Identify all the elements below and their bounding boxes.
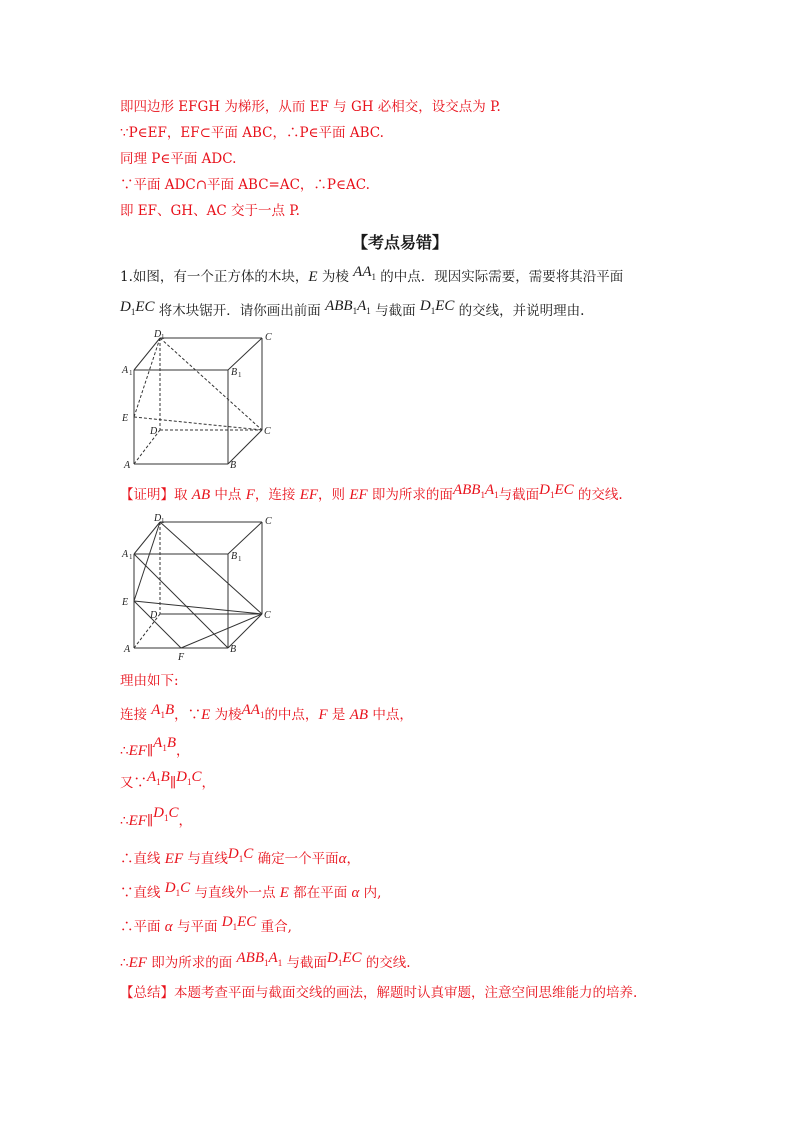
proof-intro: 【证明】取 AB 中点 F，连接 EF，则 EF 即为所求的面$ABB_1A_1$与截面$D_1EC$ 的交线. <box>120 482 623 503</box>
reason-line-5: ∴直线 EF 与直线$D_1C$ 确定一个平面α， <box>120 846 360 867</box>
svg-text:B: B <box>231 367 238 378</box>
svg-text:D: D <box>150 426 158 437</box>
svg-text:C: C <box>264 610 271 621</box>
svg-text:B: B <box>230 644 237 655</box>
svg-text:B: B <box>230 460 237 471</box>
svg-text:B: B <box>231 551 238 562</box>
svg-text:D: D <box>154 513 162 524</box>
svg-text:C: C <box>265 332 272 343</box>
svg-text:1: 1 <box>129 369 133 377</box>
reason-line-2: $\therefore EF\parallel A_1B$， <box>120 735 190 759</box>
svg-text:A: A <box>124 460 131 471</box>
problem-line-1: 1.如图，有一个正方体的木块，E 为棱 $AA_1$ 的中点．现因实际需要，需要将其沿平面 <box>120 264 624 285</box>
svg-text:A: A <box>124 644 131 655</box>
svg-text:D: D <box>150 610 158 621</box>
svg-text:A: A <box>122 365 129 376</box>
text-line: ∵P∈EF，EF⊂平面 ABC，∴P∈平面 ABC. <box>120 125 384 141</box>
text-line: ∵平面 ADC∩平面 ABC=AC，∴P∈AC. <box>120 177 370 193</box>
svg-text:E: E <box>122 597 129 608</box>
reason-line-4: $\therefore EF\parallel D_1C$， <box>120 805 193 829</box>
text-line: 即四边形 EFGH 为梯形，从而 EF 与 GH 必相交，设交点为 P. <box>120 99 501 115</box>
svg-text:C: C <box>264 426 271 437</box>
problem-line-2: $D_1EC$ 将木块锯开．请你画出前面 $ABB_1A_1$ 与截面 $D_1EC$ 的交线，并说明理由. <box>120 298 585 319</box>
summary: 【总结】本题考查平面与截面交线的画法，解题时认真审题，注意空间思维能力的培养. <box>120 985 638 1001</box>
section-title: 【考点易错】 <box>351 233 448 252</box>
reason-line-7: ∴平面 α 与平面 $D_1EC$ 重合, <box>120 914 292 935</box>
reason-line-1: 连接 $A_1B$，∵E 为棱$AA_1$的中点，F 是 AB 中点， <box>120 702 413 723</box>
svg-text:C: C <box>265 516 272 527</box>
svg-text:F: F <box>178 652 185 662</box>
cube-figure-1 <box>116 326 276 475</box>
svg-text:1: 1 <box>238 371 242 379</box>
svg-text:D: D <box>154 329 162 340</box>
reason-line-8: ∴EF 即为所求的面 $ABB_1A_1$ 与截面$D_1EC$ 的交线. <box>120 950 411 971</box>
text-line: 即 EF、GH、AC 交于一点 P. <box>120 203 300 219</box>
reason-line-3: 又$\because A_1B\parallel D_1C$， <box>120 769 215 791</box>
svg-text:1: 1 <box>238 555 242 563</box>
text-line: 同理 P∈平面 ADC. <box>120 151 237 167</box>
svg-text:1: 1 <box>129 553 133 561</box>
reason-line-6: ∵直线 $D_1C$ 与直线外一点 E 都在平面 α 内, <box>120 880 382 901</box>
reason-title: 理由如下: <box>120 673 179 689</box>
svg-text:E: E <box>122 413 129 424</box>
svg-text:1: 1 <box>161 333 165 341</box>
svg-text:1: 1 <box>161 517 165 525</box>
cube-figure-2 <box>116 510 276 666</box>
svg-text:A: A <box>122 549 129 560</box>
